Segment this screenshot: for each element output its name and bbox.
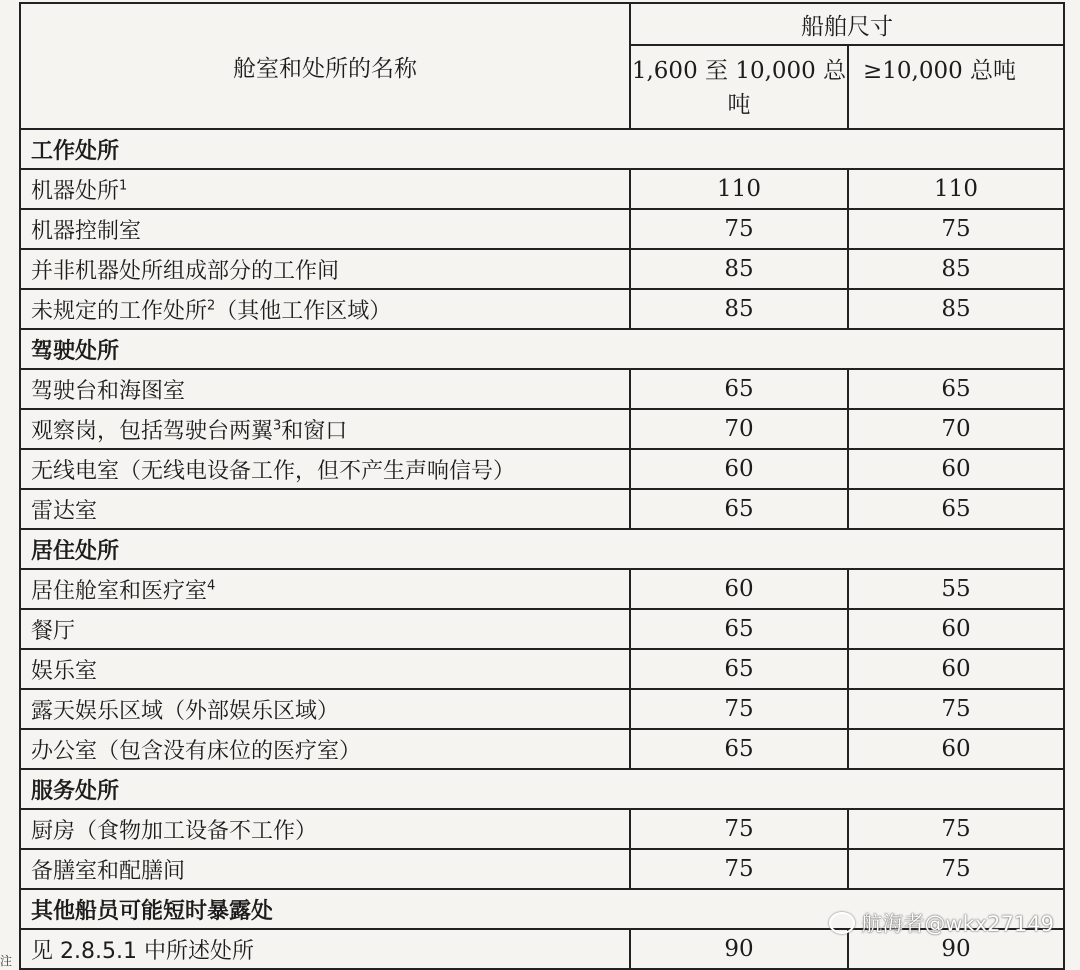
space-name-text: 露天娱乐区域（外部娱乐区域） — [31, 698, 340, 724]
noise-limit-large: 60 — [848, 609, 1064, 649]
noise-limit-small: 65 — [630, 649, 848, 689]
header-name-column: 舱室和处所的名称 — [20, 3, 630, 129]
section-title: 服务处所 — [20, 769, 1064, 809]
footnote-ref: 3 — [273, 418, 282, 434]
table-row — [20, 249, 1064, 289]
table-body — [20, 129, 1064, 969]
footnote-ref: 2 — [207, 298, 216, 314]
table-row — [20, 849, 1064, 889]
space-name-text: 驾驶台和海图室 — [31, 378, 186, 404]
space-name-text: 未规定的工作处所 — [31, 298, 208, 324]
space-name-text: 机器控制室 — [31, 218, 142, 244]
space-name — [20, 569, 630, 609]
table-row — [20, 809, 1064, 849]
section-row — [20, 329, 1064, 369]
space-name — [20, 169, 630, 209]
table-row — [20, 569, 1064, 609]
noise-limit-small: 70 — [630, 409, 848, 449]
watermark-text: 航海者@wkx27149 — [861, 912, 1054, 936]
section-row — [20, 529, 1064, 569]
section-row — [20, 129, 1064, 169]
noise-limit-small: 110 — [630, 169, 848, 209]
noise-limit-large: 90 — [848, 929, 1064, 969]
space-name-text: 办公室（包含没有床位的医疗室） — [31, 738, 362, 764]
footnote-ref: 1 — [119, 178, 128, 194]
table-row — [20, 729, 1064, 769]
space-name — [20, 249, 630, 289]
header-size-large: ≥10,000 总吨 — [848, 45, 1064, 129]
space-name-text: 娱乐室 — [31, 658, 98, 684]
section-row — [20, 769, 1064, 809]
space-name — [20, 489, 630, 529]
noise-limit-large: 75 — [848, 849, 1064, 889]
table-row — [20, 449, 1064, 489]
noise-limit-large: 60 — [848, 649, 1064, 689]
space-name-suffix: （其他工作区域） — [215, 298, 392, 324]
noise-limit-small: 65 — [630, 729, 848, 769]
section-title: 其他船员可能短时暴露处 — [20, 889, 1064, 929]
noise-limit-large: 55 — [848, 569, 1064, 609]
noise-limit-small: 60 — [630, 449, 848, 489]
space-name-text: 厨房（食物加工设备不工作） — [31, 818, 318, 844]
table-row — [20, 489, 1064, 529]
noise-limit-large: 85 — [848, 289, 1064, 329]
noise-limit-large: 65 — [848, 369, 1064, 409]
space-name — [20, 209, 630, 249]
noise-limits-table — [19, 2, 1065, 970]
space-name — [20, 409, 630, 449]
space-name-text: 无线电室（无线电设备工作，但不产生声响信号） — [31, 458, 516, 484]
header-ship-size: 船舶尺寸 — [630, 3, 1064, 45]
noise-limit-large: 75 — [848, 689, 1064, 729]
table-row — [20, 369, 1064, 409]
table-row — [20, 169, 1064, 209]
space-name — [20, 729, 630, 769]
space-name-text: 机器处所 — [31, 178, 120, 204]
space-name-text: 备膳室和配膳间 — [31, 858, 186, 884]
noise-limit-large: 75 — [848, 809, 1064, 849]
noise-limit-large: 65 — [848, 489, 1064, 529]
space-name-text: 雷达室 — [31, 498, 98, 524]
header-size-small: 1,600 至 10,000 总吨 — [630, 45, 848, 129]
noise-limit-small: 85 — [630, 289, 848, 329]
space-name-text: 并非机器处所组成部分的工作间 — [31, 258, 340, 284]
noise-limit-small: 60 — [630, 569, 848, 609]
space-name-text: 观察岗，包括驾驶台两翼 — [31, 418, 274, 444]
noise-limit-large: 70 — [848, 409, 1064, 449]
section-title: 驾驶处所 — [20, 329, 1064, 369]
noise-limit-large: 60 — [848, 449, 1064, 489]
noise-limit-large: 75 — [848, 209, 1064, 249]
space-name-text: 餐厅 — [31, 618, 76, 644]
table-row — [20, 289, 1064, 329]
noise-limit-small: 65 — [630, 369, 848, 409]
space-name — [20, 449, 630, 489]
chat-bubble-icon — [829, 912, 855, 934]
noise-limit-small: 75 — [630, 689, 848, 729]
table-row — [20, 609, 1064, 649]
watermark — [829, 908, 1054, 938]
noise-limit-large: 60 — [848, 729, 1064, 769]
noise-limit-small: 90 — [630, 929, 848, 969]
table-row — [20, 209, 1064, 249]
table-row — [20, 409, 1064, 449]
space-name — [20, 609, 630, 649]
table-row — [20, 689, 1064, 729]
noise-limit-small: 85 — [630, 249, 848, 289]
footnote-fragment: 注 — [0, 954, 13, 968]
space-name — [20, 289, 630, 329]
space-name-text: 见 2.8.5.1 中所述处所 — [31, 938, 254, 964]
space-name — [20, 689, 630, 729]
footnote-ref: 4 — [207, 578, 216, 594]
noise-limit-large: 110 — [848, 169, 1064, 209]
table-row — [20, 649, 1064, 689]
noise-limit-small: 75 — [630, 209, 848, 249]
noise-limit-small: 75 — [630, 809, 848, 849]
section-title: 工作处所 — [20, 129, 1064, 169]
space-name — [20, 649, 630, 689]
space-name — [20, 369, 630, 409]
noise-limit-small: 65 — [630, 489, 848, 529]
noise-limit-small: 65 — [630, 609, 848, 649]
space-name — [20, 849, 630, 889]
noise-limit-small: 75 — [630, 849, 848, 889]
noise-limit-large: 85 — [848, 249, 1064, 289]
space-name-text: 居住舱室和医疗室 — [31, 578, 208, 604]
space-name — [20, 929, 630, 969]
section-title: 居住处所 — [20, 529, 1064, 569]
space-name-suffix: 和窗口 — [281, 418, 348, 444]
space-name — [20, 809, 630, 849]
